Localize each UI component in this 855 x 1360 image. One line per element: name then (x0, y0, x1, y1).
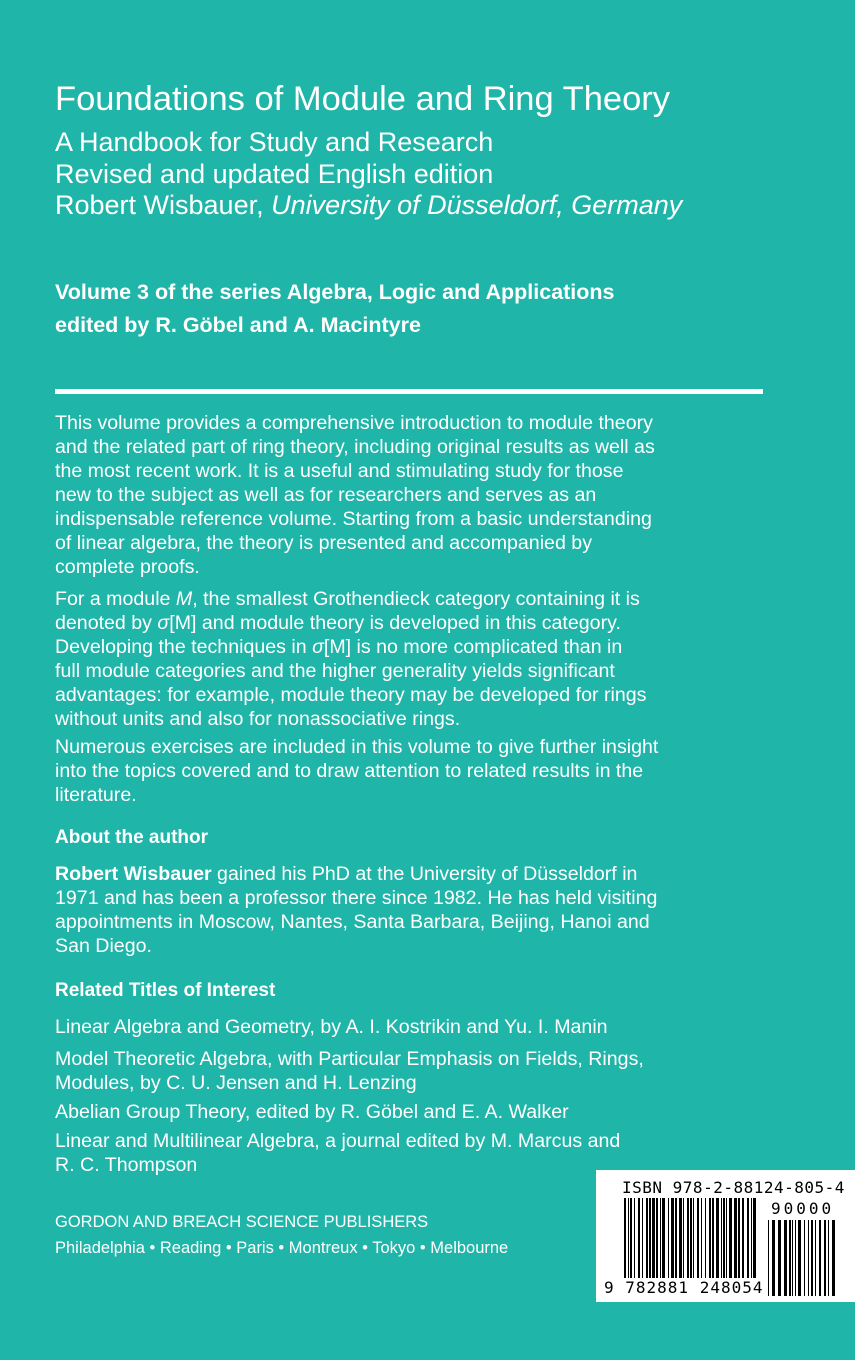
price-addon: 90000 (771, 1199, 835, 1218)
author-line (55, 189, 682, 221)
text-line: full module categories and the higher generality yields significant (55, 660, 615, 682)
text: [M] and module theory is developed in this category. (169, 612, 621, 634)
isbn-label: ISBN 978-2-88124-805-4 (622, 1178, 845, 1197)
text-line (55, 635, 646, 659)
about-author-text (55, 862, 657, 958)
text-line (55, 587, 646, 611)
book-title: Foundations of Module and Ring Theory (55, 80, 671, 118)
barcode-digits: 9 782881 248054 (604, 1278, 764, 1297)
about-author-heading: About the author (55, 827, 209, 848)
text-line (55, 862, 657, 886)
barcode-bar (804, 1220, 805, 1296)
divider (55, 389, 763, 394)
author-affiliation: University of Düsseldorf, Germany (271, 190, 683, 220)
barcode-bar (819, 1220, 821, 1296)
text: denoted by (55, 612, 158, 634)
description-paragraph-3 (55, 735, 658, 807)
text-line: This volume provides a comprehensive introduction to module theory (55, 412, 653, 434)
series-info (55, 276, 615, 342)
related-title (55, 1129, 620, 1177)
text-line: of linear algebra, the theory is presented and accompanied by (55, 532, 592, 554)
text: [M] is no more complicated than in (323, 636, 623, 658)
author-name: Robert Wisbauer, (55, 190, 264, 220)
author-name-bold: Robert Wisbauer (55, 863, 212, 885)
text: For a module (55, 588, 176, 610)
edition-note: Revised and updated English edition (55, 159, 494, 189)
text: , the smallest Grothendieck category containing it is (192, 588, 640, 610)
barcode-bar (832, 1220, 835, 1296)
barcode-bar (798, 1220, 801, 1296)
publisher-name: GORDON AND BREACH SCIENCE PUBLISHERS (55, 1213, 429, 1231)
series-line: Volume 3 of the series Algebra, Logic and Applications (55, 280, 615, 304)
barcode-bar (789, 1220, 791, 1296)
barcode-bar (778, 1220, 781, 1296)
math-symbol: σ (157, 612, 170, 634)
text-line: complete proofs. (55, 556, 200, 578)
math-symbol: M (175, 588, 193, 610)
isbn-barcode (596, 1170, 855, 1302)
related-title (55, 1015, 608, 1039)
text-line: literature. (55, 784, 137, 806)
description-paragraph-1 (55, 411, 655, 579)
text-line: and the related part of ring theory, including original results as well as (55, 436, 655, 458)
text-line: indispensable reference volume. Starting from a basic understanding (55, 508, 652, 530)
barcode-bar (824, 1220, 826, 1296)
text-line: the most recent work. It is a useful and stimulating study for those (55, 460, 624, 482)
text-line: Abelian Group Theory, edited by R. Göbel and E. A. Walker (55, 1101, 569, 1123)
text: Developing the techniques in (55, 636, 313, 658)
text-line (55, 611, 646, 635)
barcode-bar (828, 1220, 829, 1296)
text-line: Modules, by C. U. Jensen and H. Lenzing (55, 1072, 417, 1094)
text-line: 1971 and has been a professor there since 1982. He has held visiting (55, 887, 658, 909)
barcode-bar (784, 1220, 787, 1296)
text-line: San Diego. (55, 935, 152, 957)
barcode-bar (795, 1220, 796, 1296)
related-title (55, 1100, 569, 1124)
text-line: Linear Algebra and Geometry, by A. I. Kostrikin and Yu. I. Manin (55, 1016, 608, 1038)
publisher-cities: Philadelphia • Reading • Paris • Montreux • Tokyo • Melbourne (55, 1239, 509, 1257)
barcode-bar (815, 1220, 816, 1296)
barcode-bar (811, 1220, 813, 1296)
text: gained his PhD at the University of Düsseldorf in (211, 863, 638, 885)
text-line: Numerous exercises are included in this volume to give further insight (55, 736, 659, 758)
text-line: Linear and Multilinear Algebra, a journal edited by M. Marcus and (55, 1130, 621, 1152)
text-line: Model Theoretic Algebra, with Particular Emphasis on Fields, Rings, (55, 1048, 644, 1070)
math-symbol: σ (312, 636, 324, 658)
book-subtitle: A Handbook for Study and Research (55, 127, 494, 157)
text-line: new to the subject as well as for researchers and serves as an (55, 484, 597, 506)
text-line: without units and also for nonassociative rings. (55, 708, 461, 730)
related-titles-heading: Related Titles of Interest (55, 980, 276, 1001)
barcode-bar (808, 1220, 809, 1296)
barcode-bar (768, 1220, 769, 1296)
series-editors: edited by R. Göbel and A. Macintyre (55, 313, 421, 337)
text-line: R. C. Thompson (55, 1154, 198, 1176)
description-paragraph-2 (55, 587, 646, 731)
barcode-bar (772, 1220, 775, 1296)
text-line: advantages: for example, module theory may be developed for rings (55, 684, 647, 706)
barcode-bar (792, 1220, 793, 1296)
related-title (55, 1047, 644, 1095)
text-line: into the topics covered and to draw attention to related results in the (55, 760, 644, 782)
text-line: appointments in Moscow, Nantes, Santa Barbara, Beijing, Hanoi and (55, 911, 650, 933)
